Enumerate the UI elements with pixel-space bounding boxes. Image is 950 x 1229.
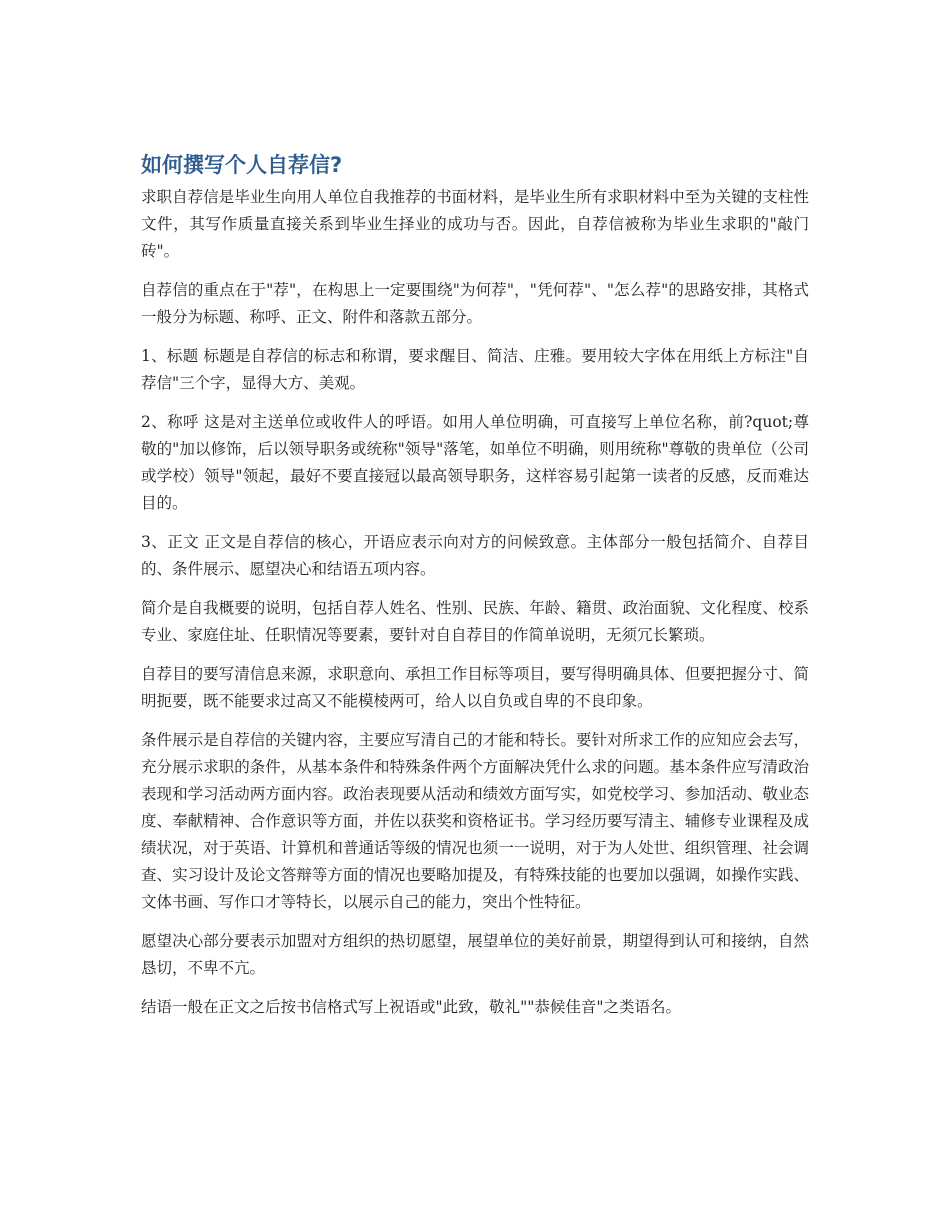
document-page [141,150,809,1033]
paragraph-body-section: 3、正文 正文是自荐信的核心，开语应表示向对方的问候致意。主体部分一般包括简介、自荐目的、条件展示、愿望决心和结语五项内容。 [141,533,809,578]
paragraph-purpose-detail: 自荐目的要写清信息来源，求职意向、承担工作目标等项目，要写得明确具体、但要把握分寸、简明扼要，既不能要求过高又不能模棱两可，给人以自负或自卑的不良印象。 [141,665,809,710]
paragraph-salutation-section: 2、称呼 这是对主送单位或收件人的呼语。如用人单位明确，可直接写上单位名称，前?quot;尊敬的"加以修饰，后以领导职务或统称"领导"落笔，如单位不明确，则用统称"尊敬的贵单位（公司或学校）领导"领起，最好不要直接冠以最高领导职务，这样容易引起第一读者的反感，反而难达目的。 [141,413,809,512]
paragraph-key-point: 自荐信的重点在于"荐"，在构思上一定要围绕"为何荐"，"凭何荐"、"怎么荐"的思路安排，其格式一般分为标题、称呼、正文、附件和落款五部分。 [141,281,809,326]
paragraph-conditions-detail: 条件展示是自荐信的关键内容，主要应写清自己的才能和特长。要针对所求工作的应知应会去写，充分展示求职的条件，从基本条件和特殊条件两个方面解决凭什么求的问题。基本条件应写清政治表现和学习活动两方面内容。政治表现要从活动和绩效方面写实，如党校学习、参加活动、敬业态度、奉献精神、合作意识等方面，并佐以获奖和资格证书。学习经历要写清主、辅修专业课程及成绩状况，对于英语、计算机和普通话等级的情况也须一一说明，对于为人处世、组织管理、社会调查、实习设计及论文答辩等方面的情况也要略加提及，有特殊技能的也要加以强调，如操作实践、文体书画、写作口才等特长，以展示自己的能力，突出个性特征。 [141,731,809,911]
paragraph-intro: 求职自荐信是毕业生向用人单位自我推荐的书面材料，是毕业生所有求职材料中至为关键的支柱性文件，其写作质量直接关系到毕业生择业的成功与否。因此，自荐信被称为毕业生求职的"敲门砖"。 [141,188,809,260]
paragraph-introduction-detail: 简介是自我概要的说明，包括自荐人姓名、性别、民族、年龄、籍贯、政治面貌、文化程度、校系专业、家庭住址、任职情况等要素，要针对自自荐目的作简单说明，无须冗长繁琐。 [141,599,809,644]
paragraph-wishes-detail: 愿望决心部分要表示加盟对方组织的热切愿望，展望单位的美好前景，期望得到认可和接纳，自然恳切，不卑不亢。 [141,932,809,977]
paragraph-closing-detail: 结语一般在正文之后按书信格式写上祝语或"此致，敬礼""恭候佳音"之类语名。 [141,998,682,1016]
paragraph-title-section: 1、标题 标题是自荐信的标志和称谓，要求醒目、简洁、庄雅。要用较大字体在用纸上方标注"自荐信"三个字，显得大方、美观。 [141,347,809,392]
document-title: 如何撰写个人自荐信? [141,153,343,177]
